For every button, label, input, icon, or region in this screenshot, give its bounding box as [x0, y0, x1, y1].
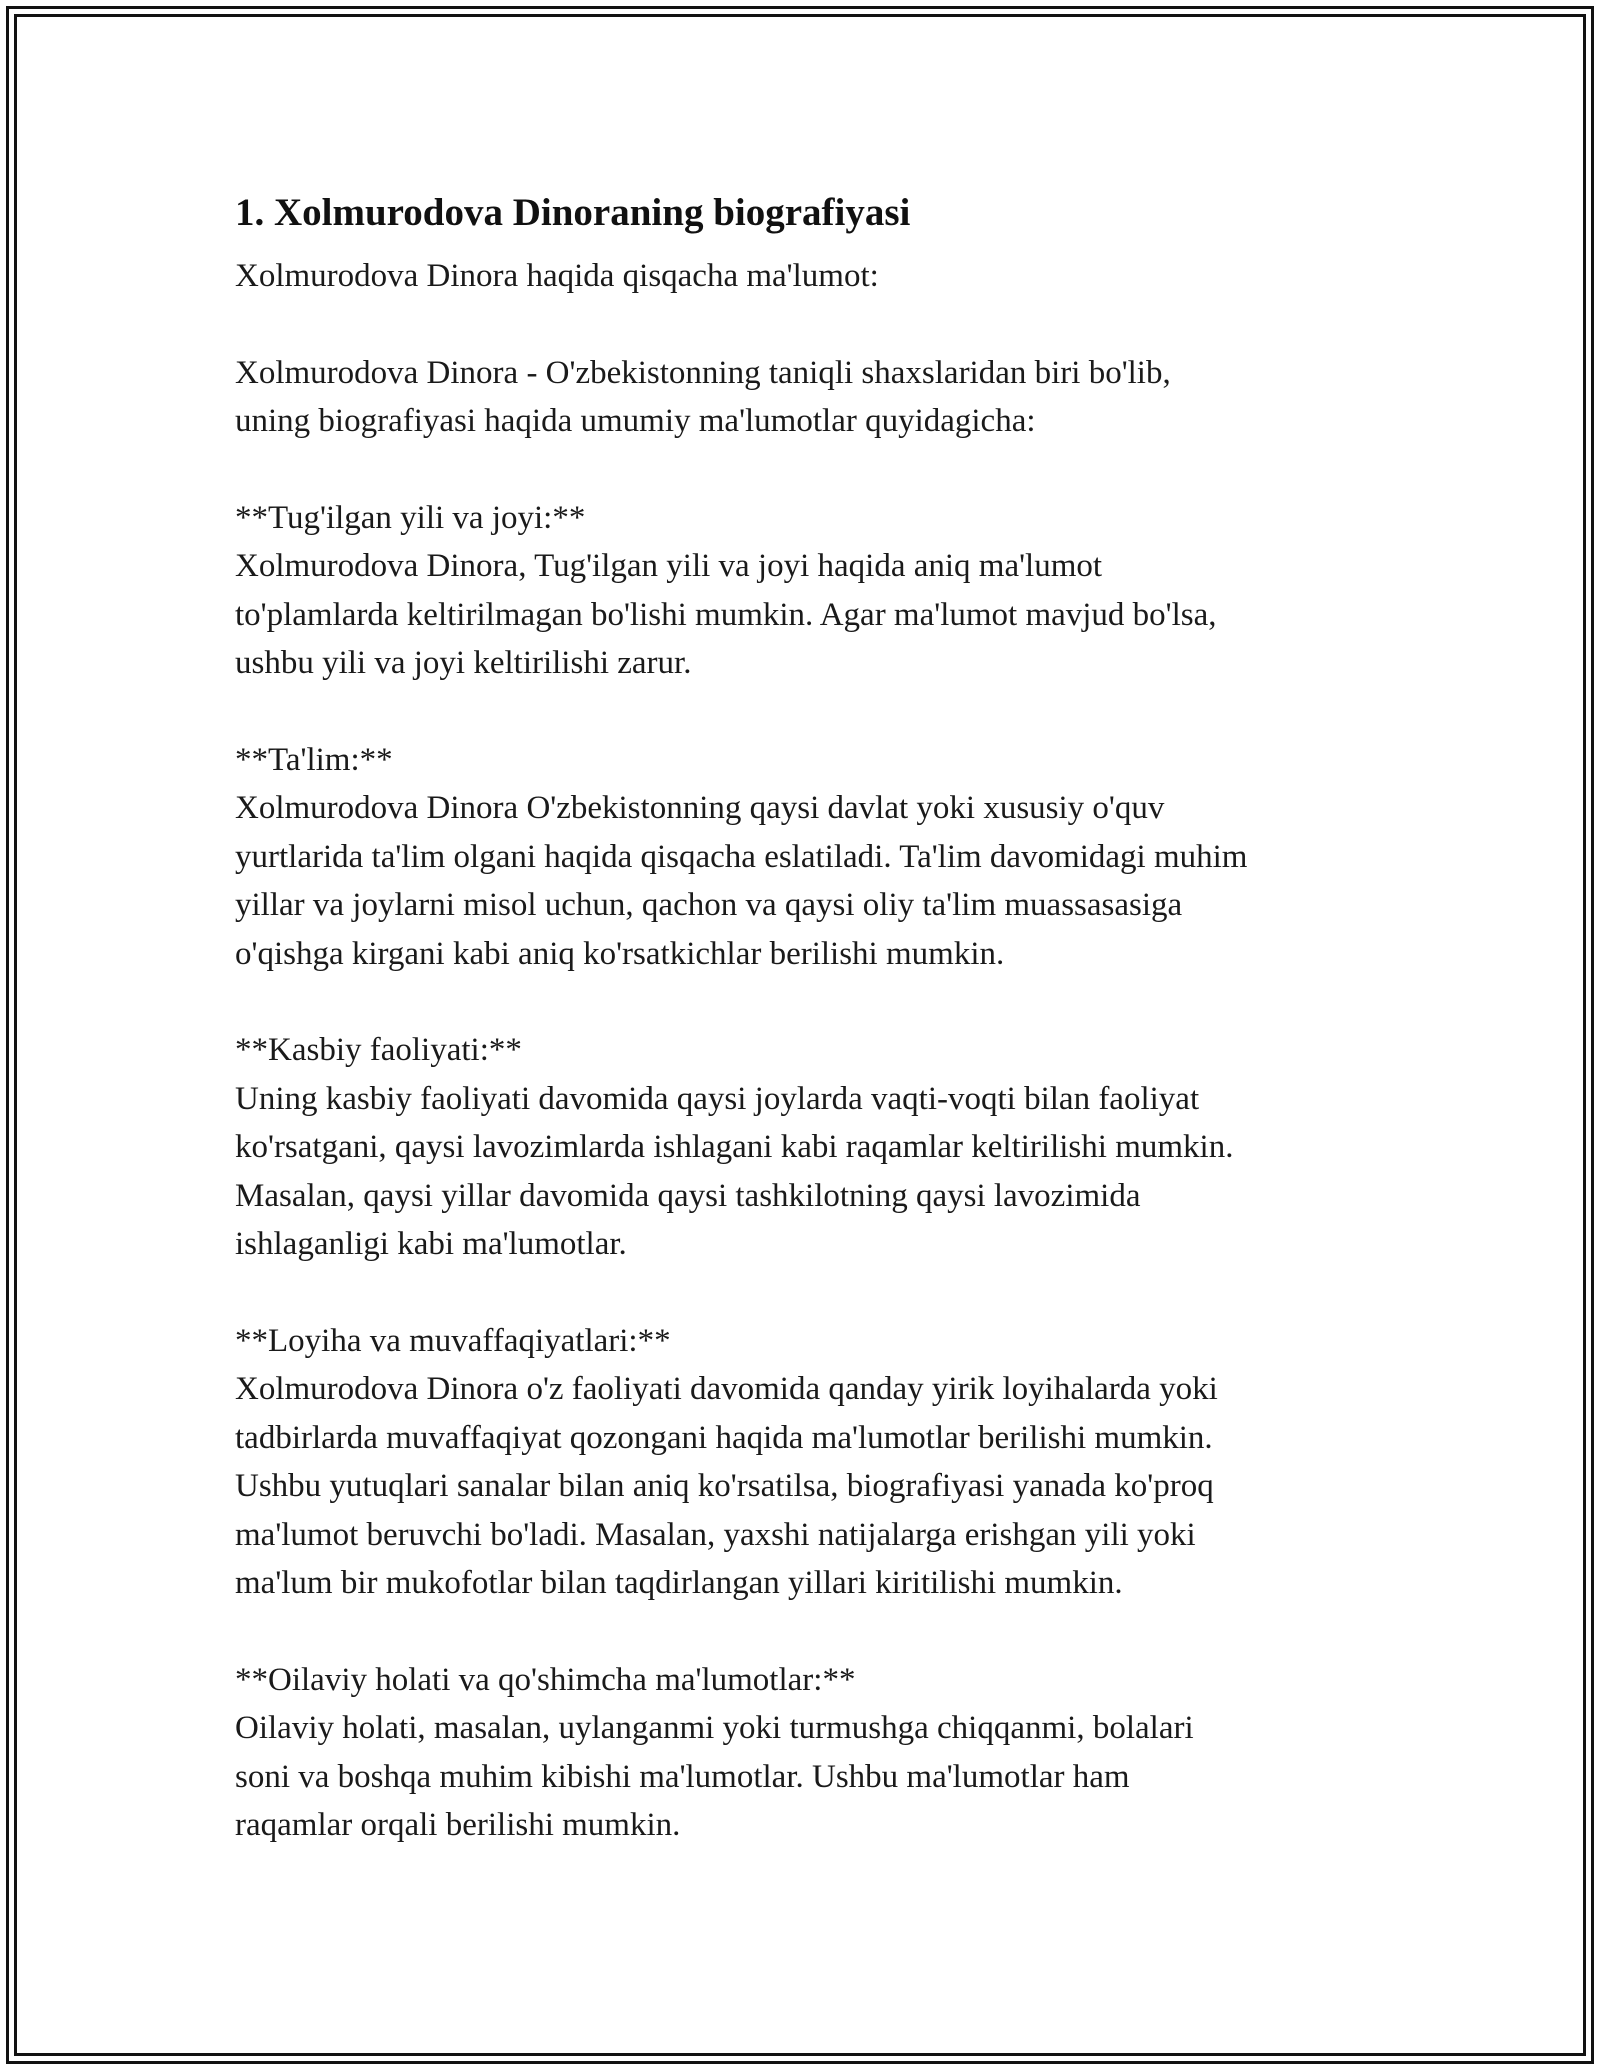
paragraph-spacer — [235, 1269, 1395, 1317]
section-heading: **Loyiha va muvaffaqiyatlari:** — [235, 1322, 671, 1359]
section-career — [235, 1026, 1395, 1269]
section-heading: **Ta'lim:** — [235, 741, 393, 778]
section-body: Xolmurodova Dinora O'zbekistonning qaysi davlat yoki xususiy o'quv yurtlarida ta'lim olgani haqida qisqacha eslatiladi. Ta'lim davomidagi muhim yillar va joylarni misol uchun, qachon va qaysi oliy ta'lim muassasasiga o'qishga kirgani kabi aniq ko'rsatkichlar berilishi mumkin. — [235, 790, 1248, 972]
intro-paragraph: Xolmurodova Dinora haqida qisqacha ma'lumot: — [235, 258, 879, 294]
section-heading: **Kasbiy faoliyati:** — [235, 1032, 522, 1068]
paragraph-spacer — [235, 978, 1395, 1026]
section-heading: **Tug'ilgan yili va joyi:** — [235, 499, 586, 536]
paragraph-spacer — [235, 688, 1395, 736]
section-projects — [235, 1317, 1395, 1608]
section-body: Oilaviy holati, masalan, uylanganmi yoki turmushga chiqqanmi, bolalari soni va boshqa muhim kibishi ma'lumotlar. Ushbu ma'lumotlar ham raqamlar orqali berilishi mumkin. — [235, 1710, 1194, 1843]
section-family — [235, 1656, 1395, 1850]
paragraph-spacer — [235, 301, 1395, 349]
document-title: 1. Xolmurodova Dinoraning biografiyasi — [235, 191, 911, 234]
overview-paragraph: Xolmurodova Dinora - O'zbekistonning taniqli shaxslaridan biri bo'lib, uning biografiyasi haqida umumiy ma'lumotlar quyidagicha: — [235, 354, 1171, 439]
paragraph-spacer — [235, 446, 1395, 494]
section-body: Uning kasbiy faoliyati davomida qaysi joylarda vaqti-voqti bilan faoliyat ko'rsatgani, qaysi lavozimlarda ishlagani kabi raqamlar keltirilishi mumkin. Masalan, qaysi yillar davomida qaysi tashkilotning qaysi lavozimida ishlaganligi kabi ma'lumotlar. — [235, 1080, 1234, 1262]
section-body: Xolmurodova Dinora, Tug'ilgan yili va joyi haqida aniq ma'lumot to'plamlarda keltirilmagan bo'lishi mumkin. Agar ma'lumot mavjud bo'lsa, ushbu yili va joyi keltirilishi zarur. — [235, 548, 1217, 681]
section-heading: **Oilaviy holati va qo'shimcha ma'lumotlar:** — [235, 1661, 856, 1698]
paragraph-spacer — [235, 1608, 1395, 1656]
document-body — [235, 186, 1395, 1850]
section-education — [235, 736, 1395, 979]
section-body: Xolmurodova Dinora o'z faoliyati davomida qanday yirik loyihalarda yoki tadbirlarda muvaffaqiyat qozongani haqida ma'lumotlar berilishi mumkin. Ushbu yutuqlari sanalar bilan aniq ko'rsatilsa, biografiyasi yanada ko'proq ma'lumot beruvchi bo'ladi. Masalan, yaxshi natijalarga erishgan yili yoki ma'lum bir mukofotlar bilan taqdirlangan yillari kiritilishi mumkin. — [235, 1371, 1218, 1601]
section-birth — [235, 494, 1395, 688]
